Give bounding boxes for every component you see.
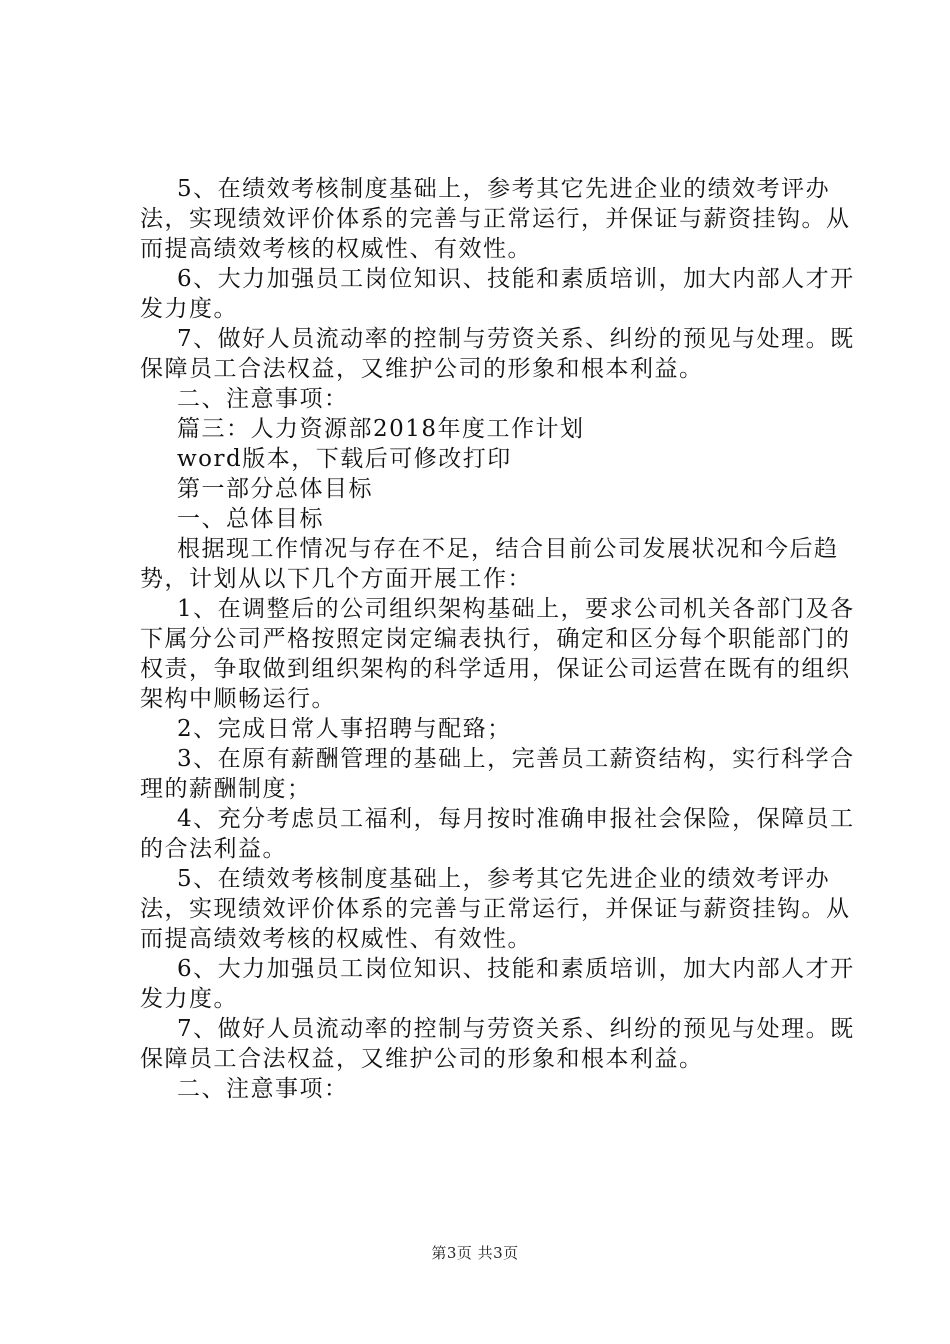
paragraph-item-2: 2、完成日常人事招聘与配臵； [177,716,512,742]
paragraph-item-6-first: 6、大力加强员工岗位知识、技能和素质培训，加大内部人才开发力度。 [140,266,855,322]
paragraph-item-5-second: 5、在绩效考核制度基础上，参考其它先进企业的绩效考评办法，实现绩效评价体系的完善与正常运行，并保证与薪资挂钩。从而提高绩效考核的权威性、有效性。 [140,866,851,952]
document-body [140,174,860,1104]
part-one-title: 第一部分总体目标 [177,476,373,502]
paragraph-item-7-second: 7、做好人员流动率的控制与劳资关系、纠纷的预见与处理。既保障员工合法权益，又维护公司的形象和根本利益。 [140,1016,855,1072]
paragraph-item-4: 4、充分考虑员工福利，每月按时准确申报社会保险，保障员工的合法利益。 [140,806,855,862]
paragraph-item-1: 1、在调整后的公司组织架构基础上，要求公司机关各部门及各下属分公司严格按照定岗定编表执行，确定和区分每个职能部门的权责，争取做到组织架构的科学适用，保证公司运营在既有的组织架构中顺畅运行。 [140,596,855,712]
section-heading-notes-second: 二、注意事项： [177,1076,349,1102]
page-number-footer: 第3页 共3页 [431,1244,519,1262]
paragraph-item-7-first: 7、做好人员流动率的控制与劳资关系、纠纷的预见与处理。既保障员工合法权益，又维护公司的形象和根本利益。 [140,326,855,382]
paragraph-intro: 根据现工作情况与存在不足，结合目前公司发展状况和今后趋势，计划从以下几个方面开展工作： [140,536,839,592]
paragraph-item-3: 3、在原有薪酬管理的基础上，完善员工薪资结构，实行科学合理的薪酬制度； [140,746,855,802]
section-heading-notes-first: 二、注意事项： [177,386,349,412]
chapter-title: 篇三：人力资源部2018年度工作计划 [177,416,585,442]
section-heading-overall-goal: 一、总体目标 [177,506,324,532]
word-version-note: word版本，下载后可修改打印 [177,446,512,472]
paragraph-item-6-second: 6、大力加强员工岗位知识、技能和素质培训，加大内部人才开发力度。 [140,956,855,1012]
paragraph-item-5-first: 5、在绩效考核制度基础上，参考其它先进企业的绩效考评办法，实现绩效评价体系的完善与正常运行，并保证与薪资挂钩。从而提高绩效考核的权威性、有效性。 [140,176,851,262]
